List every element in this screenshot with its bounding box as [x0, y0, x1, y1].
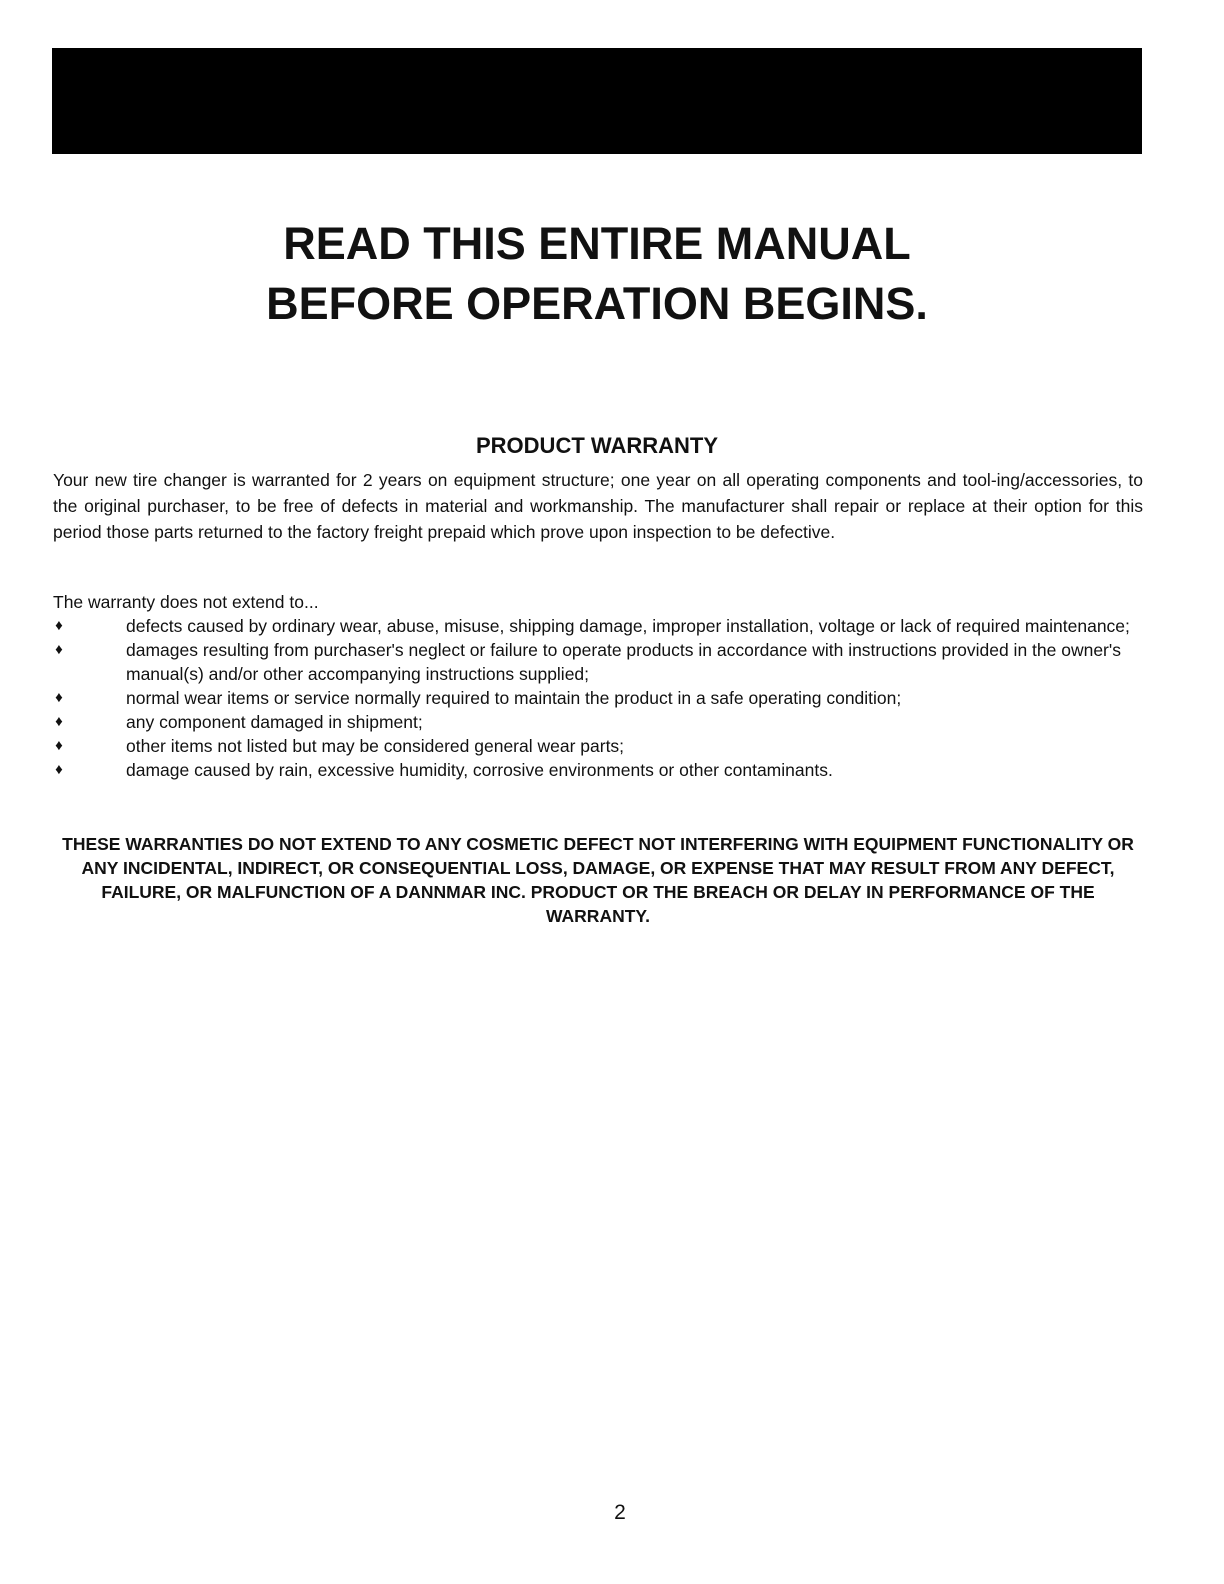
diamond-bullet-icon: ♦ [55, 713, 63, 730]
list-item-text: normal wear items or service normally required to maintain the product in a safe operating condition; [126, 688, 902, 708]
page-title [0, 214, 1194, 334]
diamond-bullet-icon: ♦ [55, 689, 63, 706]
list-item-text: defects caused by ordinary wear, abuse, misuse, shipping damage, improper installation, voltage or lack of required maintenance; [126, 616, 1130, 636]
list-item [53, 758, 1133, 782]
warranty-paragraph: Your new tire changer is warranted for 2 years on equipment structure; one year on all operating components and tool-ing/accessories, to the original purchaser, to be free of defects in material and workmanship. The manufacturer shall repair or replace at their option for this period those parts returned to the factory freight prepaid which prove upon inspection to be defective. [53, 470, 1143, 542]
warranty-heading: PRODUCT WARRANTY [476, 433, 718, 458]
header-banner [52, 48, 1142, 154]
list-item [53, 710, 1133, 734]
page-number: 2 [614, 1501, 626, 1524]
list-item-text: other items not listed but may be considered general wear parts; [126, 736, 625, 756]
page-title-line-2: BEFORE OPERATION BEGINS. [266, 278, 928, 329]
diamond-bullet-icon: ♦ [55, 641, 63, 658]
diamond-bullet-icon: ♦ [55, 617, 63, 634]
list-item-text: damages resulting from purchaser's neglect or failure to operate products in accordance with instructions provided in the owner's manual(s) and/or other accompanying instructions supplied; [126, 640, 1121, 684]
list-item [53, 638, 1133, 686]
diamond-bullet-icon: ♦ [55, 761, 63, 778]
exclusions-list [53, 614, 1133, 782]
list-item-text: any component damaged in shipment; [126, 712, 423, 732]
list-item-text: damage caused by rain, excessive humidity, corrosive environments or other contaminants. [126, 760, 833, 780]
list-item [53, 686, 1133, 710]
page-title-line-1: READ THIS ENTIRE MANUAL [283, 218, 911, 269]
diamond-bullet-icon: ♦ [55, 737, 63, 754]
warranty-disclaimer: THESE WARRANTIES DO NOT EXTEND TO ANY COSMETIC DEFECT NOT INTERFERING WITH EQUIPMENT FUNCTIONALITY OR ANY INCIDENTAL, INDIRECT, OR CONSEQUENTIAL LOSS, DAMAGE, OR EXPENSE THAT MAY RESULT FROM ANY DEFECT, FAILURE, OR MALFUNCTION OF A DANNMAR INC. PRODUCT OR THE BREACH OR DELAY IN PERFORMANCE OF THE WARRANTY. [62, 834, 1134, 926]
exclusions-intro: The warranty does not extend to... [53, 592, 319, 612]
list-item [53, 734, 1133, 758]
list-item [53, 614, 1133, 638]
